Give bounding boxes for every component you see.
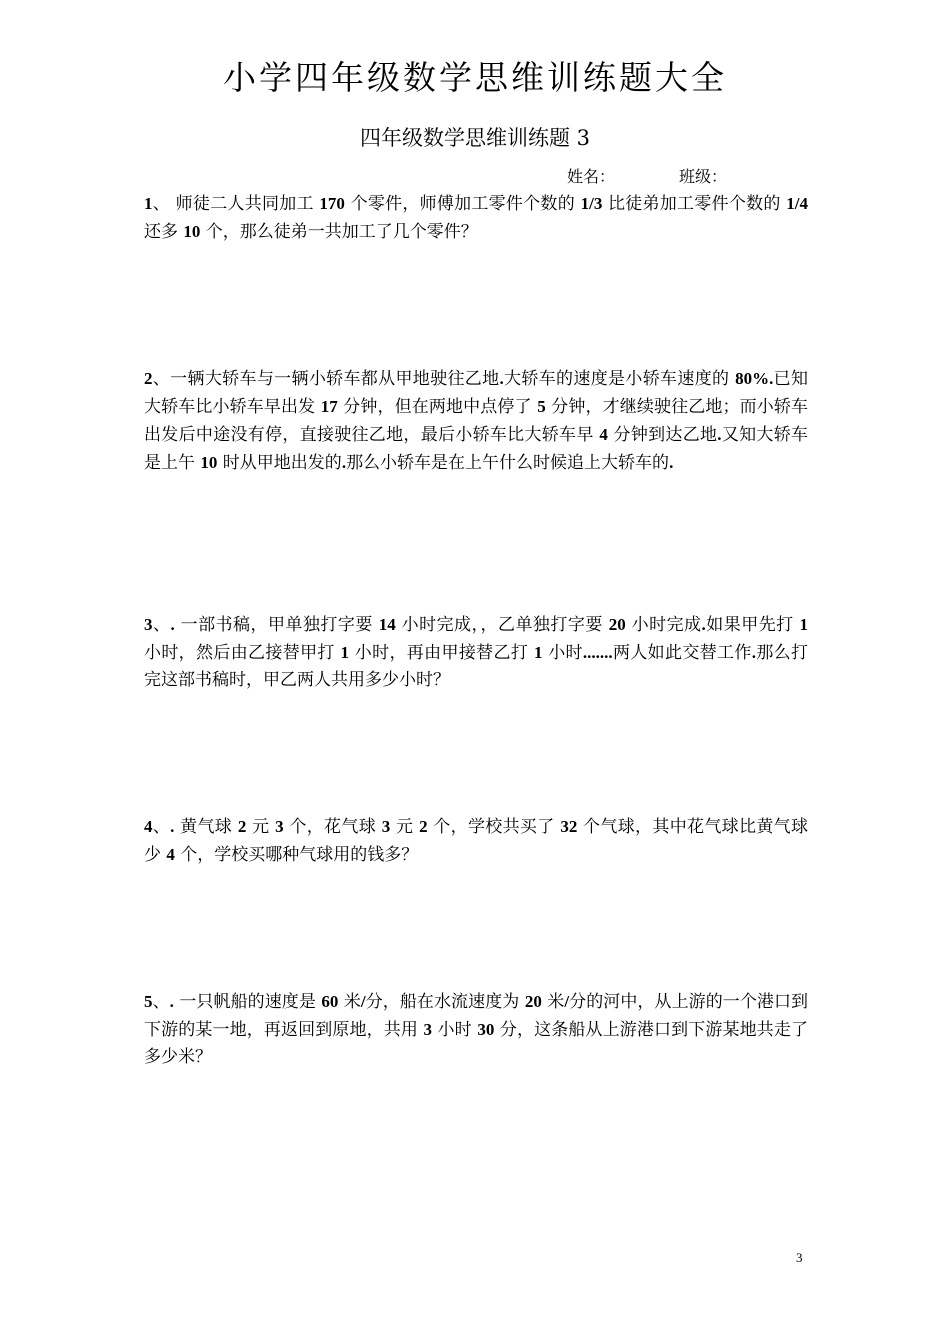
page-subtitle: 四年级数学思维训练题 3 [359,126,591,150]
question-text-segment: 3 [381,817,391,836]
question-text-segment: 5 [537,397,546,416]
question-text-segment: 个气球，其中花气球比黄气球少 [144,817,808,865]
question-text-segment: 3 [423,1020,433,1039]
question-text-segment: . [751,643,756,662]
question-text-segment: 分，这条船从上游港口到下游某地共走了多少米？ [144,1020,808,1067]
question-text-segment: 米 [541,992,565,1012]
question-text-segment: 两人如此交替工作 [612,643,752,663]
question-text-segment: . [669,453,674,472]
question-text-segment: 分，船在水流速度为 [365,992,525,1012]
question-text-segment: 、 [152,615,171,635]
question-text-segment: 、 [152,992,170,1012]
question-text-segment: 大轿车的速度是小轿车速度的 [503,369,736,389]
question-text-segment: 、 [152,817,171,837]
question-text-segment: 2 [144,369,153,388]
question-text-segment: . [169,992,174,1011]
question-text-segment: 个，学校买哪种气球用的钱多？ [174,845,419,865]
question-text-segment: 小时 [542,643,583,663]
student-info-line [567,166,727,188]
question-text-segment: 元 [390,817,420,837]
question-text-segment: 17 [320,397,338,416]
question-text-segment: 那么小轿车是在上午什么时候追上大轿车的 [346,453,670,473]
question-4 [144,813,808,869]
question-text-segment: 一只帆船的速度是 [173,992,322,1012]
question-text-segment: 4 [166,845,175,864]
name-label: 姓名： [567,167,616,186]
question-text-segment: 1 [144,194,153,213]
question-text-segment: 小时完成，，乙单独打字要 [395,615,609,635]
question-text-segment: 5 [144,992,153,1011]
question-text-segment: 一部书稿，甲单独打字要 [174,615,379,635]
question-5 [144,988,808,1071]
question-text-segment: 个，花气球 [283,817,382,837]
question-text-segment: 分钟，但在两地中点停了 [337,397,538,417]
question-text-segment: 2 [419,817,428,836]
question-text-segment: ....... [582,643,613,662]
question-text-segment: 时从甲地出发的 [217,453,342,473]
question-text-segment: 小时，然后由乙接替甲打 [144,643,341,663]
question-text-segment: 4 [599,425,608,444]
question-text-segment: 比徒弟加工零件个数的 [602,194,787,214]
question-text-segment: 分的河中，从上游的一个港口到下游的某一地，再返回到原地，共用 [144,992,809,1040]
question-text-segment: 10 [200,453,218,472]
question-text-segment: . [769,369,774,388]
question-text-segment: 170 [319,194,345,213]
question-text-segment: 1 [533,643,543,662]
question-3 [144,611,808,694]
question-text-segment: 个，那么徒弟一共加工了几个零件？ [200,222,478,242]
question-text-segment: 如果甲先打 [705,615,800,635]
question-text-segment: 3 [144,615,153,634]
question-text-segment: 30 [477,1020,495,1039]
question-text-segment: 1 [340,643,350,662]
question-text-segment: 1 [799,615,809,634]
question-text-segment: 4 [144,817,153,836]
page-title: 小学四年级数学思维训练题大全 [223,58,727,97]
question-text-segment: 个，学校共买了 [427,817,561,837]
question-text-segment: 米 [338,992,361,1012]
question-text-segment: 14 [378,615,396,634]
question-text-segment: . [341,453,347,472]
question-text-segment: 分钟，才继续驶往乙地；而小轿车出发后中途没有停，直接驶往乙地，最后小轿车比大轿车早 [144,397,808,445]
question-text-segment: . [170,817,175,836]
question-text-segment: 2 [237,817,247,836]
question-text-segment: . [170,615,175,634]
question-text-segment: 32 [560,817,578,836]
question-text-segment: 、 师徒二人共同加工 [152,194,320,214]
question-text-segment: 小时完成 [625,615,702,635]
question-text-segment: / [360,992,366,1011]
question-text-segment: 10 [183,222,201,241]
question-text-segment: 、一辆大轿车与一辆小轿车都从甲地驶往乙地 [152,369,500,389]
question-text-segment: 80% [735,369,770,388]
question-text-segment: 分钟到达乙地 [607,425,718,445]
question-text-segment: 又知大轿车是上午 [144,425,809,473]
question-text-segment: / [564,992,570,1011]
question-text-segment: 1/3 [580,194,603,213]
question-1 [144,190,808,246]
question-text-segment: 小时，再由甲接替乙打 [349,643,534,663]
question-text-segment: . [701,615,706,634]
question-text-segment: . [717,425,722,444]
question-text-segment: 元 [246,817,276,837]
question-text-segment: 还多 [144,222,184,242]
page-number: 3 [796,1250,803,1265]
question-text-segment: 20 [608,615,626,634]
question-text-segment: 20 [524,992,542,1011]
question-text-segment: 3 [275,817,284,836]
question-text-segment: 那么打完这部书稿时，甲乙两人共用多少小时？ [144,643,809,690]
question-text-segment: 黄气球 [174,817,238,837]
question-text-segment: 个零件，师傅加工零件个数的 [344,194,581,214]
question-text-segment: 小时 [432,1020,478,1040]
question-text-segment: 已知大轿车比小轿车早出发 [144,369,809,417]
question-text-segment: 1/4 [786,194,809,213]
class-label: 班级： [679,167,728,186]
question-2 [144,365,808,477]
question-text-segment: . [499,369,504,388]
question-text-segment: 60 [321,992,339,1011]
